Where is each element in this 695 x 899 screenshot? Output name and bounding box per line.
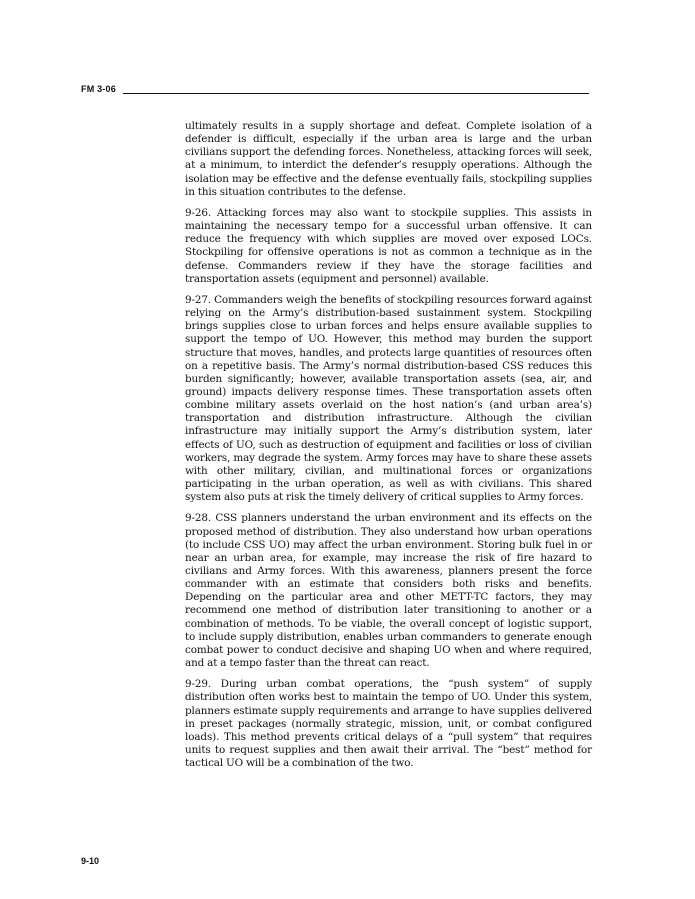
running-header bbox=[81, 83, 589, 97]
header-rule bbox=[123, 93, 589, 94]
paragraph-9-27: 9-27. Commanders weigh the benefits of stockpiling resources forward against relying on the Army’s distribution-based sustainment system. Stockpiling brings supplies close to urban forces and helps ensure available supplies to support the tempo of UO. However, this method may burden the support structure that moves, handles, and protects large quantities of resources often on a repetitive basis. The Army’s normal distribution-based CSS reduces this burden significantly; however, available transportation assets (sea, air, and ground) impacts delivery response times. These transportation assets often combine military assets overlaid on the host nation’s (and urban area’s) transportation and distribution infrastructure. Although the civilian infrastructure may initially support the Army’s distribution system, later effects of UO, such as destruction of equipment and facilities or loss of civilian workers, may degrade the system. Army forces may have to share these assets with other military, civilian, and multinational forces or organizations participating in the urban operation, as well as with civilians. This shared system also puts at risk the timely delivery of critical supplies to Army forces. bbox=[185, 293, 592, 504]
paragraph-continued: ultimately results in a supply shortage and defeat. Complete isolation of a defender is difficult, especially if the urban area is large and the urban civilians support the defending forces. Nonetheless, attacking forces will seek, at a minimum, to interdict the defender’s resupply operations. Although the isolation may be effective and the defense eventually fails, stockpiling supplies in this situation contributes to the defense. bbox=[185, 120, 592, 198]
paragraph-9-26: 9-26. Attacking forces may also want to stockpile supplies. This assists in maintaining the necessary tempo for a successful urban offensive. It can reduce the frequency with which supplies are moved over exposed LOCs. Stockpiling for offensive operations is not as common a technique as in the defense. Commanders review if they have the storage facilities and transportation assets (equipment and personnel) available. bbox=[185, 206, 592, 285]
page-number: 9-10 bbox=[81, 856, 100, 866]
paragraph-9-29: 9-29. During urban combat operations, the “push system” of supply distribution often works best to maintain the tempo of UO. Under this system, planners estimate supply requirements and arrange to have supplies delivered in preset packages (normally strategic, mission, unit, or combat configured loads). This method prevents critical delays of a “pull system” that requires units to request supplies and then await their arrival. The “best” method for tactical UO will be a combination of the two. bbox=[185, 678, 592, 770]
paragraph-9-28: 9-28. CSS planners understand the urban environment and its effects on the proposed method of distribution. They also understand how urban operations (to include CSS UO) may affect the urban environment. Storing bulk fuel in or near an urban area, for example, may increase the risk of fire hazard to civilians and Army forces. With this awareness, planners present the force commander with an estimate that considers both risks and benefits. Depending on the particular area and other METT-TC factors, they may recommend one method of distribution later transitioning to another or a combination of methods. To be viable, the overall concept of logistic support, to include supply distribution, enables urban commanders to generate enough combat power to conduct decisive and shaping UO when and where required, and at a tempo faster than the threat can react. bbox=[185, 512, 592, 670]
body-text bbox=[185, 120, 592, 778]
document-id: FM 3-06 bbox=[81, 84, 116, 94]
